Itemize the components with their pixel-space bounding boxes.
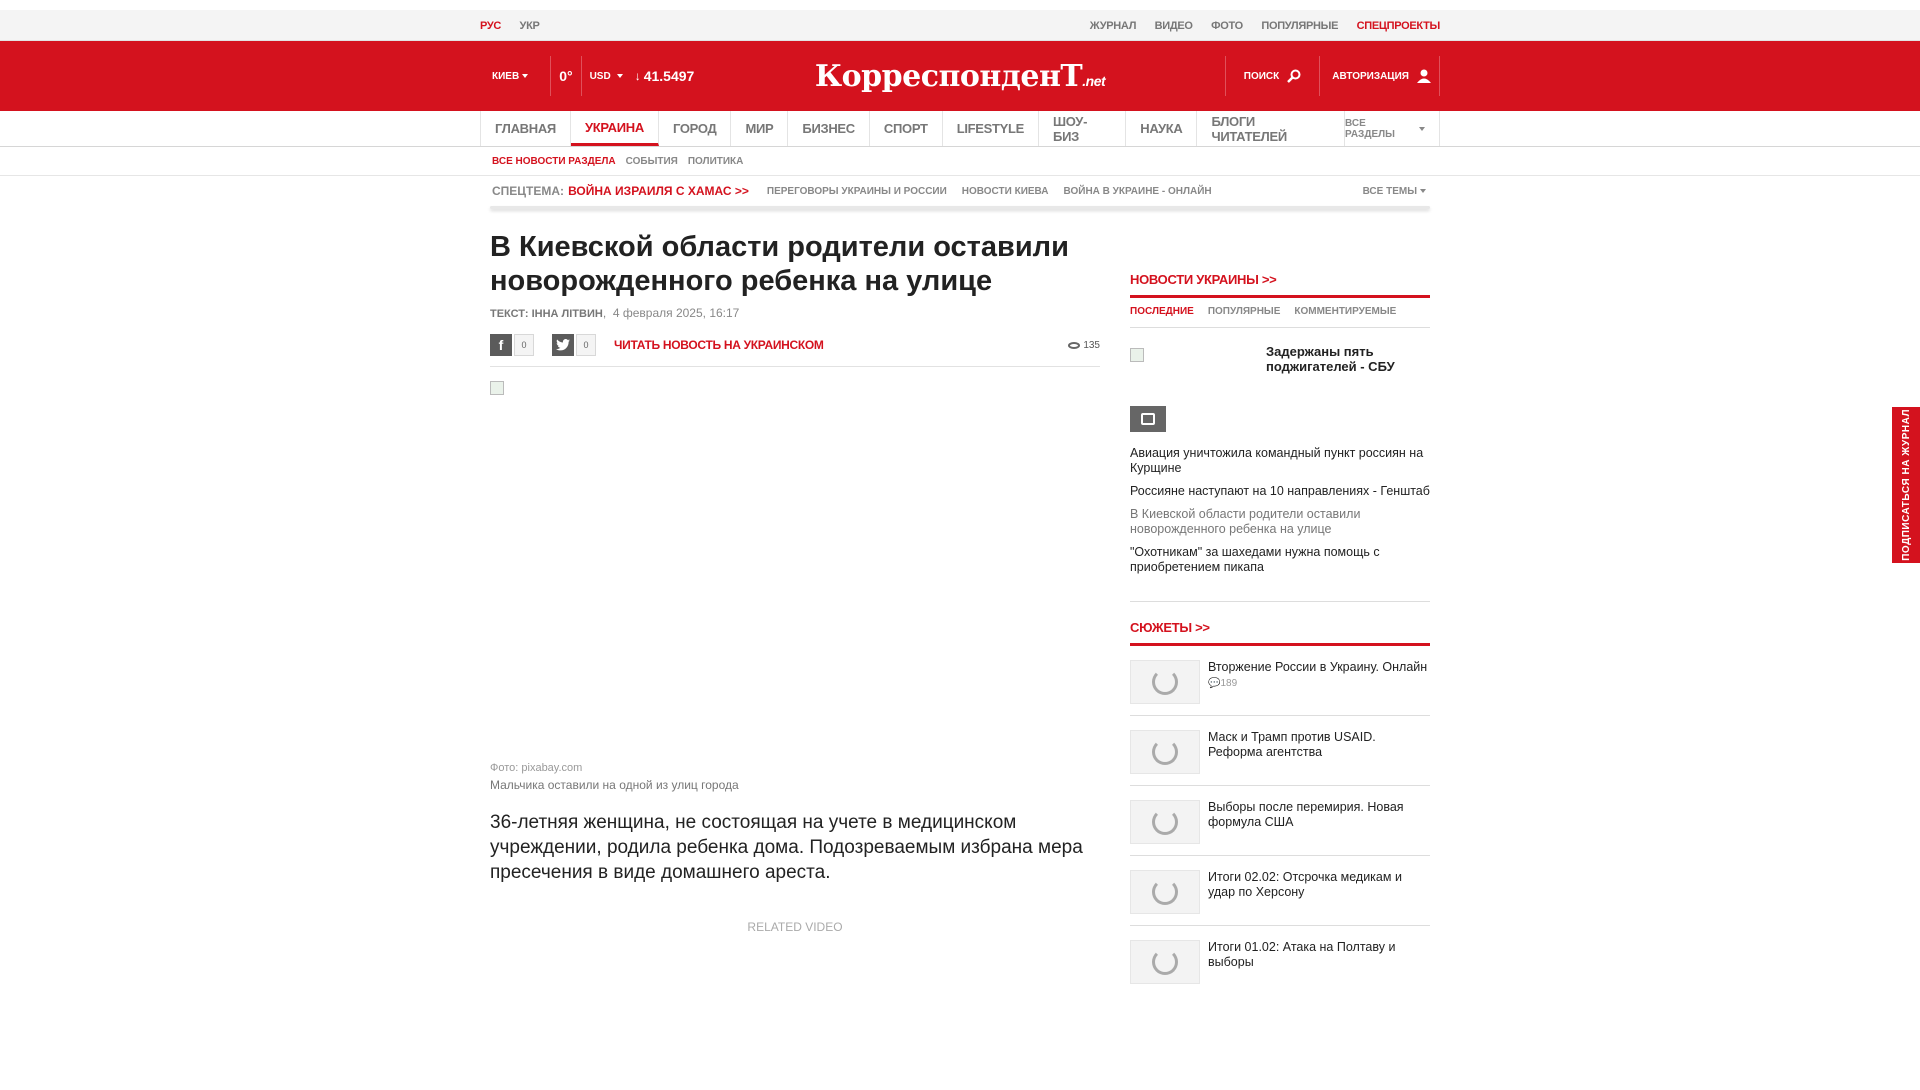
- nav-item-home[interactable]: ГЛАВНАЯ: [481, 111, 571, 146]
- logo-suffix: .net: [1082, 73, 1106, 89]
- broken-image-icon: [1130, 348, 1144, 362]
- lang-ru-link[interactable]: РУС: [480, 20, 502, 32]
- story-thumbnail: [1130, 660, 1200, 704]
- chevron-down-icon: [1420, 189, 1426, 193]
- city-label: КИЕВ: [492, 70, 520, 82]
- search-label: ПОИСК: [1243, 70, 1280, 82]
- city-selector[interactable]: [492, 71, 528, 82]
- view-count: 135: [1083, 339, 1100, 351]
- facebook-count: 0: [514, 334, 534, 356]
- nav-item-showbiz[interactable]: ШОУ-БИЗ: [1039, 111, 1126, 146]
- twitter-count: 0: [576, 334, 596, 356]
- search-icon: [1287, 69, 1301, 83]
- tab-commented[interactable]: КОММЕНТИРУЕМЫЕ: [1294, 306, 1397, 317]
- story-thumbnail: [1130, 800, 1200, 844]
- rate-value: 41.5497: [643, 68, 695, 84]
- article: [490, 230, 1100, 934]
- nav-item-world[interactable]: МИР: [731, 111, 788, 146]
- camera-icon: [1130, 406, 1166, 432]
- sidebar: [1130, 272, 1430, 995]
- story-item[interactable]: [1130, 856, 1430, 926]
- story-title[interactable]: Итоги 02.02: Отсрочка медикам и удар по Херсону: [1208, 870, 1402, 899]
- tab-latest[interactable]: ПОСЛЕДНИЕ: [1130, 306, 1194, 317]
- loading-spinner-icon: [1152, 739, 1178, 765]
- popular-link[interactable]: ПОПУЛЯРНЫЕ: [1261, 20, 1339, 32]
- auth-label: АВТОРИЗАЦИЯ: [1332, 70, 1409, 82]
- special-projects-link[interactable]: СПЕЦПРОЕКТЫ: [1356, 20, 1440, 32]
- article-lead: 36-летняя женщина, не состоящая на учете в медицинском учреждении, родила ребенка дома. Подозреваемым избрана мера пресечения в виде домашнего ареста.: [490, 812, 1083, 883]
- user-icon: [1417, 69, 1431, 83]
- nav-item-city[interactable]: ГОРОД: [659, 111, 732, 146]
- loading-spinner-icon: [1152, 669, 1178, 695]
- news-tabs: [1130, 306, 1430, 328]
- photo-caption: Мальчика оставили на одной из улиц города: [490, 778, 739, 792]
- photo-link[interactable]: ФОТО: [1211, 20, 1243, 32]
- featured-news-title[interactable]: Задержаны пять поджигателей - СБУ: [1266, 344, 1395, 374]
- nav-item-business[interactable]: БИЗНЕС: [788, 111, 869, 146]
- chevron-down-icon: [617, 74, 623, 78]
- site-header: [0, 41, 1920, 111]
- eye-icon: [1068, 342, 1080, 349]
- logo-main: КорреспонденТ: [814, 59, 1083, 94]
- article-photo: [490, 381, 1100, 766]
- story-thumbnail: [1130, 870, 1200, 914]
- all-sections-label: ВСЕ РАЗДЕЛЫ: [1345, 117, 1395, 140]
- article-meta: ТЕКСТ: ІННА ЛІТВИН, 4 февраля 2025, 16:17: [490, 306, 740, 320]
- story-title[interactable]: Выборы после перемирия. Новая формула США: [1208, 800, 1404, 829]
- list-item[interactable]: Авиация уничтожила командный пункт россиян на Курщине: [1130, 446, 1424, 475]
- nav-item-ukraine[interactable]: УКРАИНА: [571, 111, 659, 146]
- auth-button[interactable]: [1332, 69, 1431, 83]
- article-date: 4 февраля 2025, 16:17: [612, 306, 740, 320]
- all-themes-dropdown[interactable]: [1363, 186, 1426, 197]
- article-title: В Киевской области родители оставили новорожденного ребенка на улице: [490, 231, 1069, 297]
- divider: [1319, 56, 1320, 96]
- divider: [1225, 56, 1226, 96]
- twitter-icon: [556, 339, 570, 351]
- chevron-down-icon: [522, 74, 528, 78]
- all-sections-dropdown[interactable]: [1345, 111, 1439, 146]
- article-author[interactable]: ТЕКСТ: ІННА ЛІТВИН: [490, 308, 603, 320]
- divider: [1439, 56, 1440, 96]
- loading-spinner-icon: [1152, 809, 1178, 835]
- top-bar: [0, 10, 1920, 41]
- share-bar: [490, 334, 1100, 367]
- video-link[interactable]: ВИДЕО: [1154, 20, 1193, 32]
- stories-list: [1130, 646, 1430, 995]
- nav-item-blogs[interactable]: БЛОГИ ЧИТАТЕЛЕЙ: [1197, 111, 1345, 146]
- nav-item-science[interactable]: НАУКА: [1126, 111, 1197, 146]
- nav-item-lifestyle[interactable]: LIFESTYLE: [943, 111, 1039, 146]
- section-subnav: [0, 147, 1920, 176]
- featured-news[interactable]: [1130, 344, 1430, 394]
- special-themes-bar: [0, 176, 1920, 206]
- exchange-rate: [635, 68, 695, 84]
- story-title[interactable]: Маск и Трамп против USAID. Реформа агентства: [1208, 730, 1376, 759]
- story-title[interactable]: Вторжение России в Украину. Онлайн: [1208, 660, 1428, 674]
- divider: [490, 206, 1430, 209]
- read-in-ukrainian-link[interactable]: ЧИТАТЬ НОВОСТЬ НА УКРАИНСКОМ: [614, 338, 824, 352]
- subnav-politics[interactable]: ПОЛИТИКА: [687, 155, 744, 167]
- arrow-down-icon: ↓: [634, 69, 641, 83]
- twitter-share-button[interactable]: [552, 334, 574, 356]
- subscribe-label: ПОДПИСАТЬСЯ НА ЖУРНАЛ: [1900, 409, 1912, 561]
- list-item[interactable]: Россияне наступают на 10 направлениях - Генштаб: [1130, 484, 1430, 498]
- story-item[interactable]: [1130, 716, 1430, 786]
- currency-selector[interactable]: [590, 71, 623, 82]
- subnav-events[interactable]: СОБЫТИЯ: [625, 155, 678, 167]
- view-counter: [1068, 340, 1100, 351]
- hot-theme-link[interactable]: ВОЙНА ИЗРАИЛЯ С ХАМАС >>: [568, 184, 749, 198]
- divider: [550, 56, 551, 96]
- tab-popular[interactable]: ПОПУЛЯРНЫЕ: [1207, 306, 1281, 317]
- comment-icon: 💬: [1208, 678, 1221, 689]
- comment-count: 💬189: [1208, 678, 1238, 689]
- facebook-icon: f: [498, 337, 504, 353]
- story-item[interactable]: [1130, 786, 1430, 856]
- story-thumbnail: [1130, 940, 1200, 984]
- all-themes-label: ВСЕ ТЕМЫ: [1362, 185, 1417, 197]
- chevron-down-icon: [1419, 127, 1425, 131]
- loading-spinner-icon: [1152, 949, 1178, 975]
- currency-label: USD: [589, 70, 611, 82]
- related-video-label: RELATED VIDEO: [747, 920, 843, 934]
- theme-link-kyiv-news[interactable]: НОВОСТИ КИЕВА: [961, 185, 1049, 197]
- story-item[interactable]: [1130, 646, 1430, 716]
- subscribe-journal-tab[interactable]: [1892, 407, 1920, 563]
- story-item[interactable]: [1130, 926, 1430, 995]
- list-item[interactable]: "Охотникам" за шахедами нужна помощь с приобретением пикапа: [1130, 545, 1380, 574]
- facebook-share-button[interactable]: [490, 334, 512, 356]
- broken-image-icon: [490, 381, 504, 395]
- subnav-all-news[interactable]: ВСЕ НОВОСТИ РАЗДЕЛА: [492, 155, 616, 167]
- story-thumbnail: [1130, 730, 1200, 774]
- nav-item-sport[interactable]: СПОРТ: [870, 111, 943, 146]
- main-nav: [0, 111, 1920, 147]
- theme-link-negotiations[interactable]: ПЕРЕГОВОРЫ УКРАИНЫ И РОССИИ: [766, 185, 947, 197]
- themes-label: СПЕЦТЕМА:: [492, 184, 565, 198]
- journal-link[interactable]: ЖУРНАЛ: [1089, 20, 1137, 32]
- story-title[interactable]: Итоги 01.02: Атака на Полтаву и выборы: [1208, 940, 1396, 969]
- theme-link-war-online[interactable]: ВОЙНА В УКРАИНЕ - ОНЛАЙН: [1063, 185, 1212, 197]
- search-button[interactable]: [1244, 69, 1301, 83]
- ukraine-news-heading[interactable]: НОВОСТИ УКРАИНЫ >>: [1130, 272, 1430, 298]
- photo-source: Фото: pixabay.com: [490, 762, 583, 774]
- weather-temp: 0°: [559, 68, 573, 84]
- lang-ua-link[interactable]: УКР: [519, 20, 540, 32]
- site-logo[interactable]: [815, 59, 1105, 94]
- divider: [581, 56, 582, 96]
- stories-heading[interactable]: СЮЖЕТЫ >>: [1130, 620, 1430, 646]
- news-list: [1130, 446, 1430, 602]
- loading-spinner-icon: [1152, 879, 1178, 905]
- list-item[interactable]: В Киевской области родители оставили новорожденного ребенка на улице: [1130, 507, 1361, 536]
